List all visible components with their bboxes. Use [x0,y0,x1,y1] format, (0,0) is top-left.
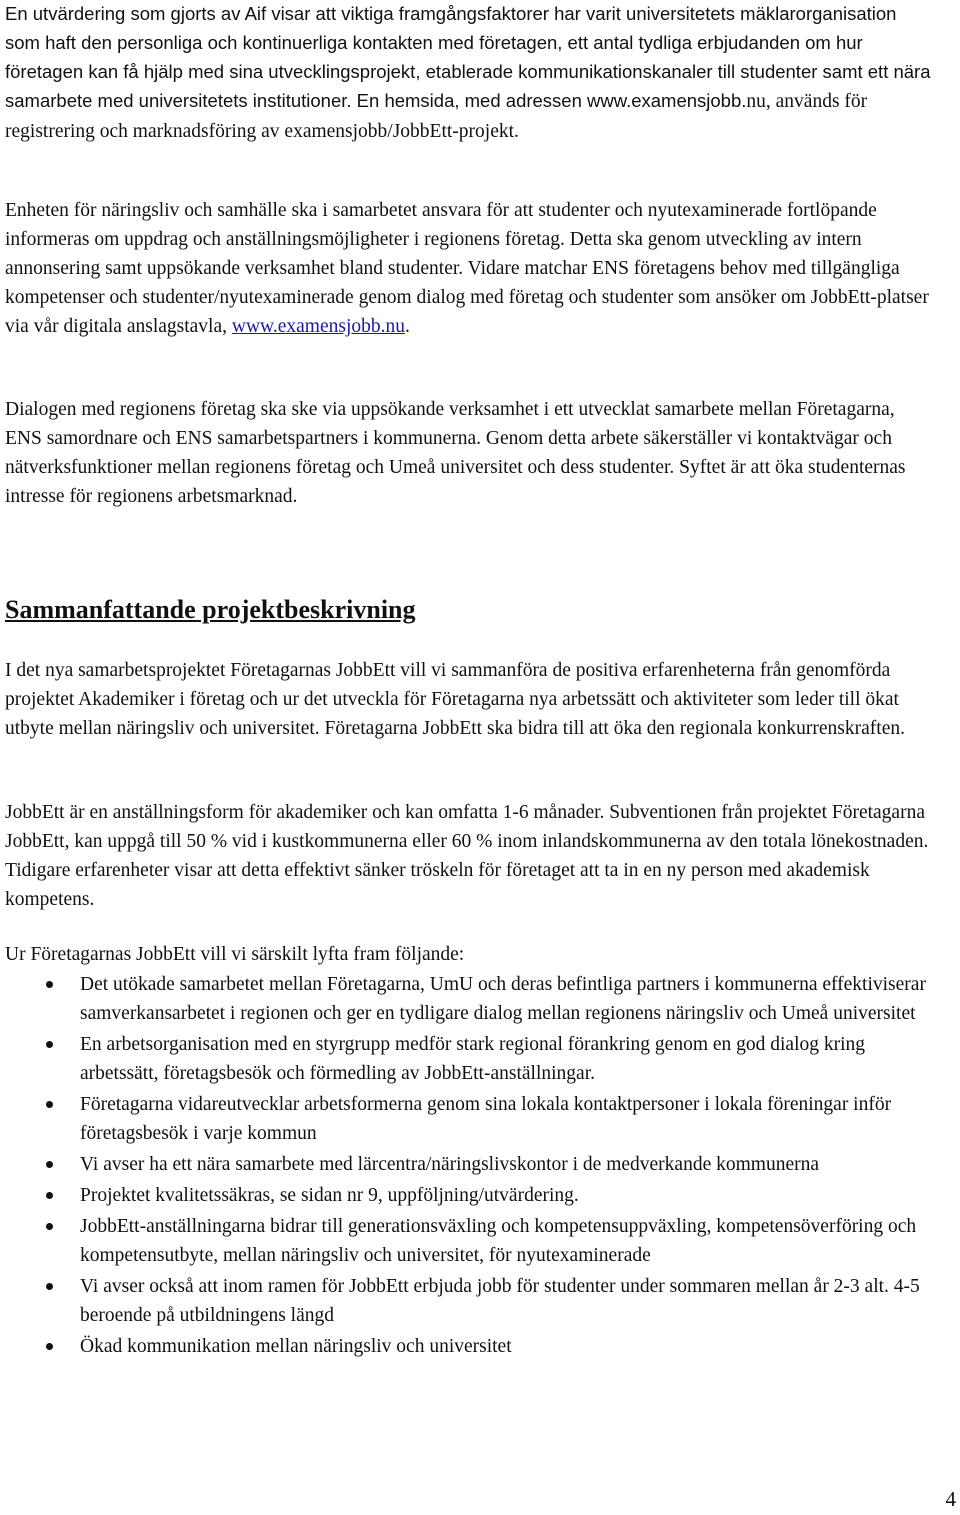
list-item [5,1332,935,1361]
list-item-text: Företagarna vidareutvecklar arbetsformerna genom sina lokala kontaktpersoner i lokala föreningar inför företagsbesök i varje kommun [80,1094,892,1144]
bullet-icon [46,1161,53,1168]
examensjobb-link[interactable]: www.examensjobb.nu [231,316,406,337]
list-item [5,1030,935,1088]
bullet-icon [46,1101,53,1108]
list-item-text: Projektet kvalitetssäkras, se sidan nr 9, uppföljning/utvärdering. [80,1185,579,1206]
paragraph-dialogue: Dialogen med regionens företag ska ske via uppsökande verksamhet i ett utvecklat samarbete mellan Företagarna, ENS samordnare och ENS samarbetspartners i kommunerna. Genom detta arbete säkerställer vi kontaktvägar och nätverksfunktioner mellan regionens företag och Umeå universitet och dess studenter. Syftet är att öka studenternas intresse för regionens arbetsmarknad. [5,399,906,507]
bullet-icon [46,1192,53,1199]
section-heading: Sammanfattande projektbeskrivning [5,595,416,624]
list-item-text: JobbEtt-anställningarna bidrar till generationsväxling och kompetensuppväxling, kompetensöverföring och kompetensutbyte, mellan näringsliv och universitet, för nyutexaminerade [80,1216,917,1266]
list-item-text: Ökad kommunikation mellan näringsliv och universitet [80,1336,512,1357]
paragraph-evaluation-serif-text: nu, används för registrering och marknadsföring av examensjobb/JobbEtt-projekt. [5,91,868,142]
list-item [5,970,935,1028]
paragraph-evaluation-sans-text: En utvärdering som gjorts av Aif visar att viktiga framgångsfaktorer har varit universitetets mäklarorganisation som haft den personliga och kontinuerliga kontakten med företagen, ett antal tydliga erbjudanden om hur företagen kan få hjälp med sina utvecklingsprojekt, etablerade kommunikationskanaler till studenter samt ett nära samarbete med universitetets institutioner. En hemsida, med adressen www.examensjobb. [5,3,931,111]
list-item [5,1181,935,1210]
paragraph-ens-unit-text: Enheten för näringsliv och samhälle ska i samarbetet ansvara för att studenter och nyutexaminerade fortlöpande informeras om uppdrag och anställningsmöjligheter i regionens företag. Detta ska genom utveckling av intern annonsering samt uppsökande verksamhet bland studenter. Vidare matchar ENS företagens behov med tillgängliga kompetenser och studenter/nyutexaminerade genom dialog med företag och studenter som ansöker om JobbEtt-platser via vår digitala anslagstavla, [5,200,929,337]
paragraph-evaluation [5,0,935,146]
paragraph-jobbett-definition: JobbEtt är en anställningsform för akademiker och kan omfatta 1-6 månader. Subventionen från projektet Företagarna JobbEtt, kan uppgå till 50 % vid i kustkommunerna eller 60 % inom inlandskommunerna av den totala lönekostnaden. Tidigare erfarenheter visar att detta effektivt sänker tröskeln för företaget att ta in en ny person med akademisk kompetens. [5,802,929,910]
bullet-icon [46,1223,53,1230]
list-item-text: Det utökade samarbetet mellan Företagarna, UmU och deras befintliga partners i kommunerna effektiviserar samverkansarbetet i regionen och ger en tydligare dialog mellan regionens näringsliv och Umeå universitet [80,974,926,1024]
bullet-icon [46,1041,53,1048]
list-item [5,1272,935,1330]
bullet-icon [46,1283,53,1290]
list-item-text: Vi avser ha ett nära samarbete med lärcentra/näringslivskontor i de medverkande kommunerna [80,1154,820,1175]
paragraph-ens-unit-end: . [405,316,410,337]
list-item [5,1150,935,1179]
bullet-icon [46,1343,53,1350]
paragraph-ens-unit [5,196,935,341]
page-number: 4 [945,1487,956,1511]
list-item [5,1090,935,1148]
bullet-icon [46,981,53,988]
paragraph-highlights-intro: Ur Företagarnas JobbEtt vill vi särskilt lyfta fram följande: [5,944,465,965]
highlights-list [5,970,935,1363]
paragraph-project-intro: I det nya samarbetsprojektet Företagarnas JobbEtt vill vi sammanföra de positiva erfarenheterna från genomförda projektet Akademiker i företag och ur det utveckla för Företagarna nya arbetssätt och aktiviteter som leder till ökat utbyte mellan näringsliv och universitet. Företagarna JobbEtt ska bidra till att öka den regionala konkurrenskraften. [5,660,905,739]
list-item-text: Vi avser också att inom ramen för JobbEtt erbjuda jobb för studenter under sommaren mellan år 2-3 alt. 4-5 beroende på utbildningens längd [80,1276,920,1326]
list-item [5,1212,935,1270]
list-item-text: En arbetsorganisation med en styrgrupp medför stark regional förankring genom en god dialog kring arbetssätt, företagsbesök och förmedling av JobbEtt-anställningar. [80,1034,866,1084]
